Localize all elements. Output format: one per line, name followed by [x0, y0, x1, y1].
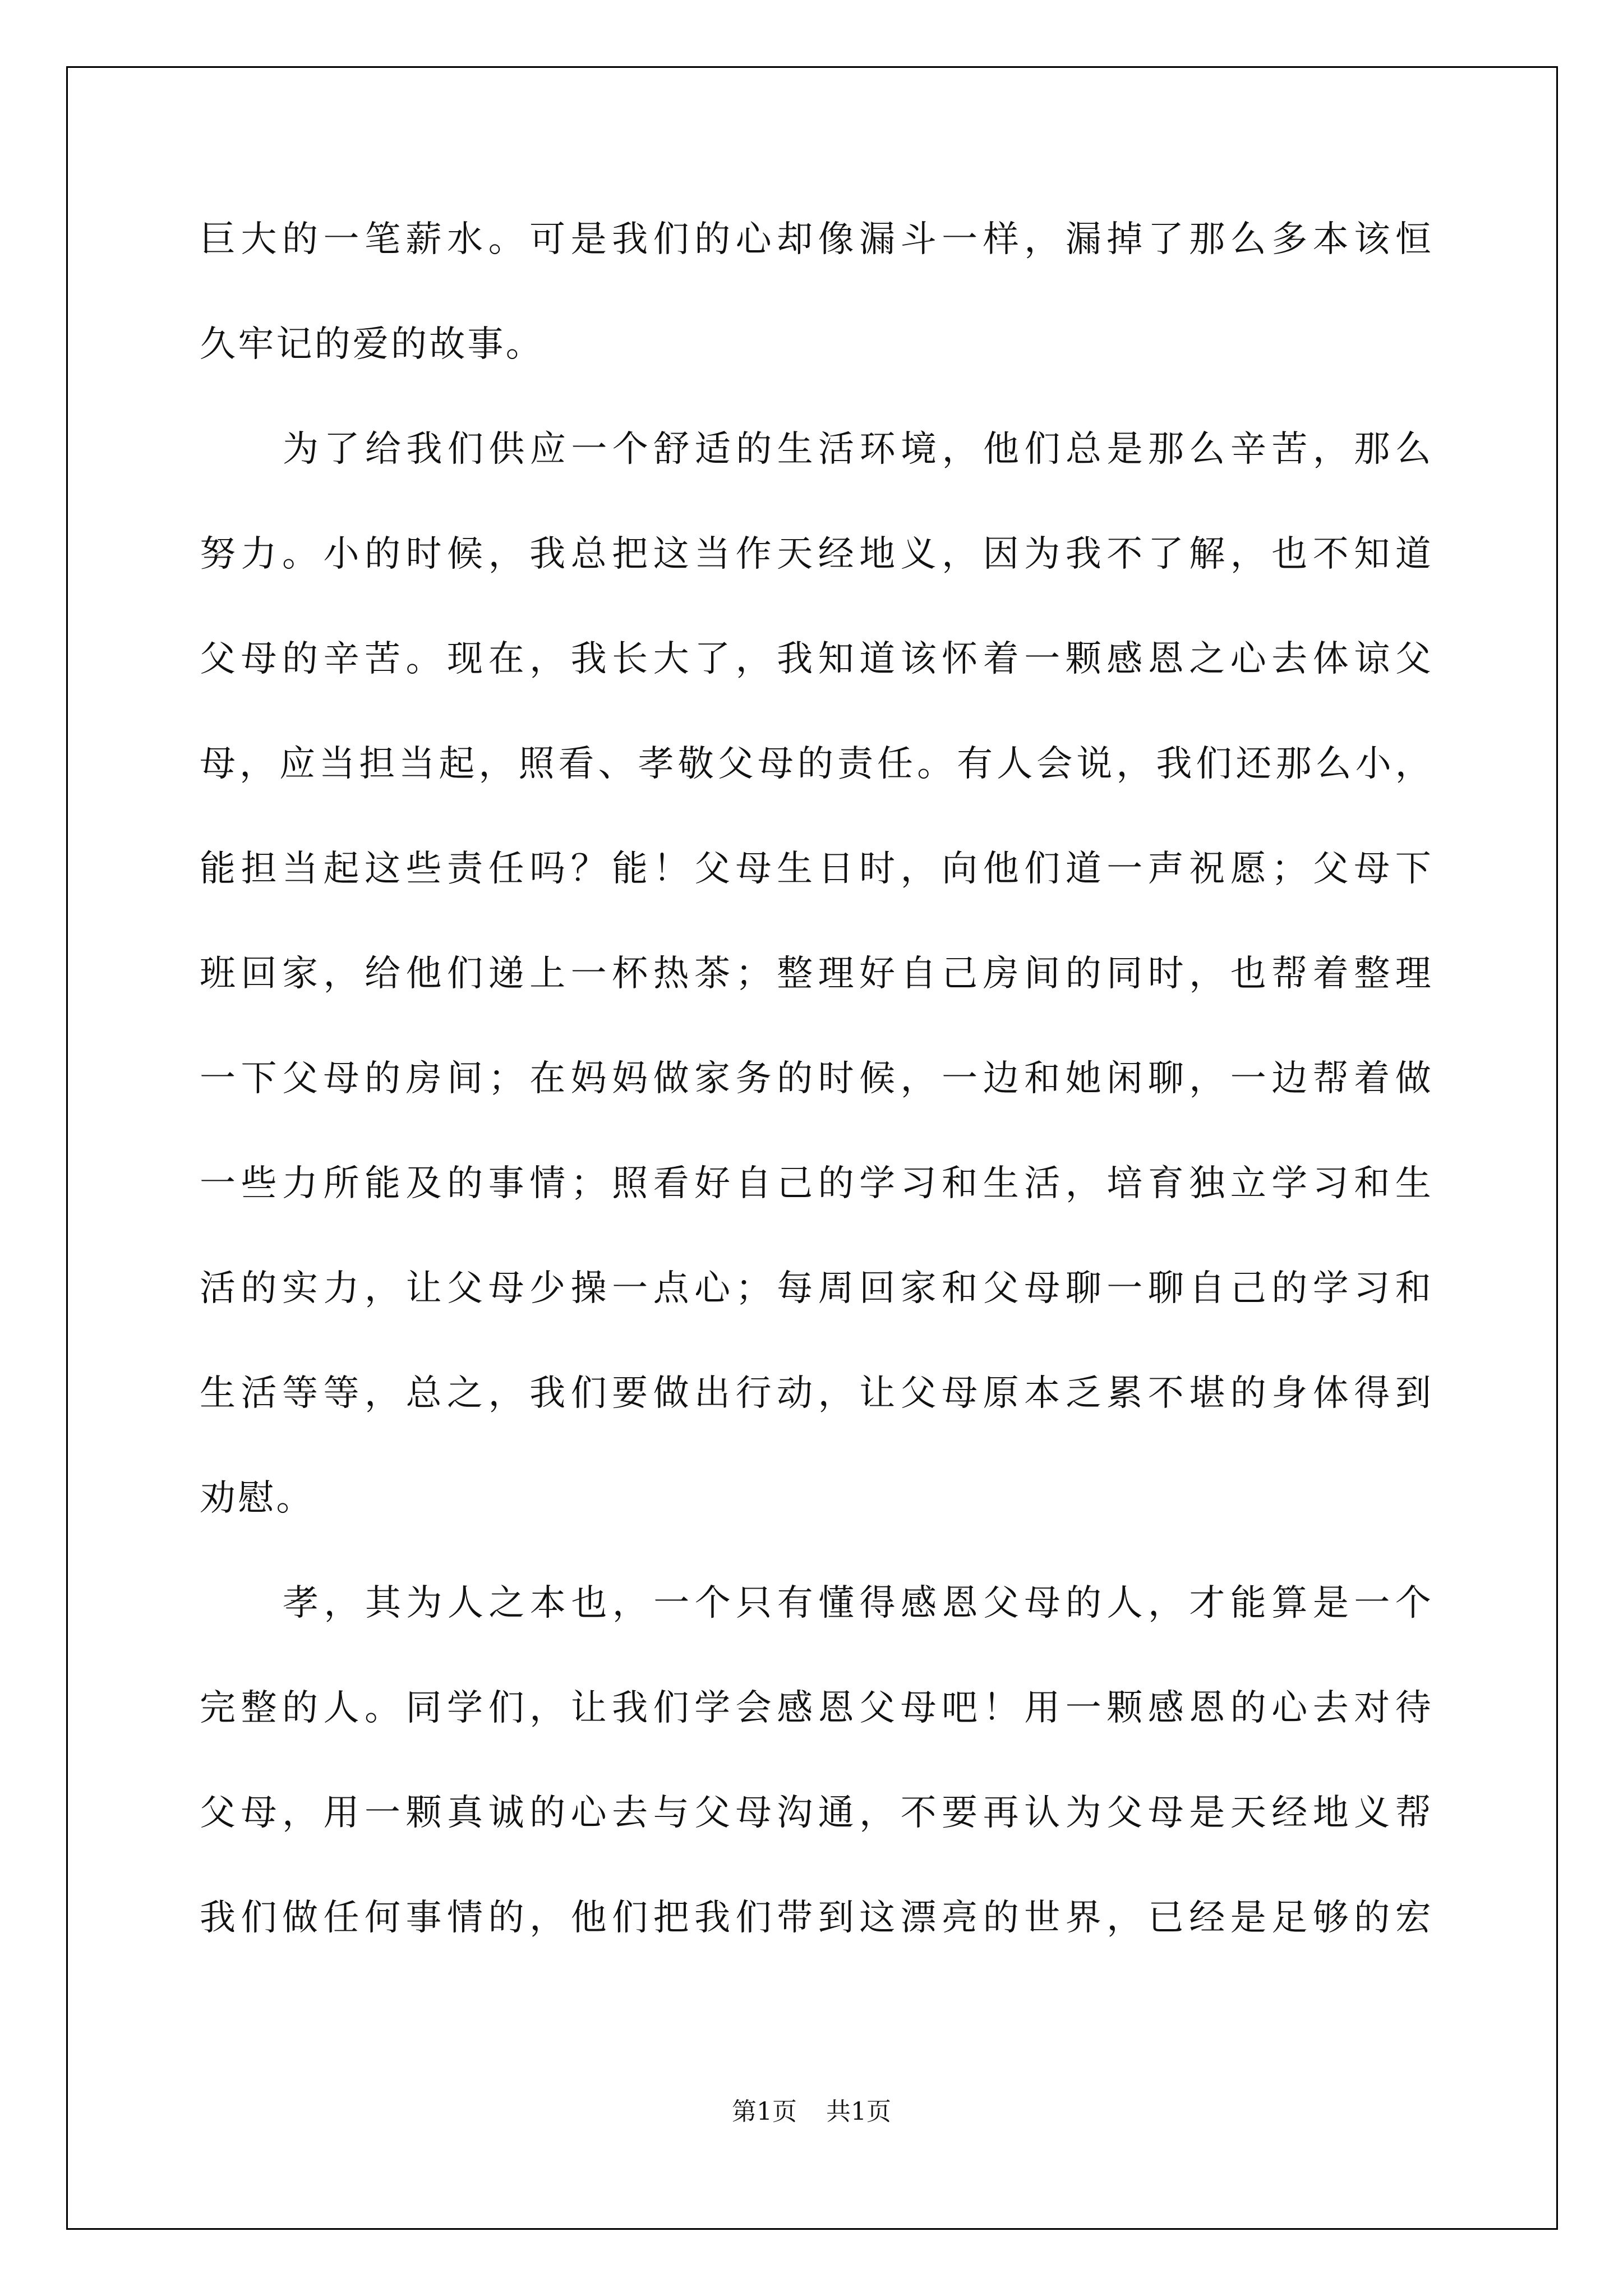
text-line: 活的实力，让父母少操一点心；每周回家和父母聊一聊自己的学习和 — [200, 1268, 1433, 1309]
text-line: 我们做任何事情的，他们把我们带到这漂亮的世界，已经是足够的宏 — [200, 1897, 1433, 1939]
text-line: 久牢记的爱的故事。 — [200, 324, 544, 365]
text-line: 生活等等，总之，我们要做出行动，让父母原本乏累不堪的身体得到 — [200, 1373, 1433, 1414]
page-footer — [0, 2091, 1623, 2127]
text-line: 班回家，给他们递上一杯热茶；整理好自己房间的同时，也帮着整理 — [200, 953, 1433, 995]
text-line: 一下父母的房间；在妈妈做家务的时候，一边和她闲聊，一边帮着做 — [200, 1058, 1433, 1099]
text-line: 努力。小的时候，我总把这当作天经地义，因为我不了解，也不知道 — [200, 533, 1433, 575]
text-line: 完整的人。同学们，让我们学会感恩父母吧！用一颗感恩的心去对待 — [200, 1687, 1433, 1729]
document-body — [200, 214, 1433, 1998]
text-line: 母，应当担当起，照看、孝敬父母的责任。有人会说，我们还那么小， — [200, 743, 1433, 785]
text-line: 劝慰。 — [200, 1478, 315, 1519]
text-line: 一些力所能及的事情；照看好自己的学习和生活，培育独立学习和生 — [200, 1163, 1433, 1204]
page-total: 共1页 — [826, 2097, 891, 2126]
text-line: 能担当起这些责任吗？能！父母生日时，向他们道一声祝愿；父母下 — [200, 848, 1433, 890]
paragraph-start-line: 孝，其为人之本也，一个只有懂得感恩父母的人，才能算是一个 — [283, 1582, 1433, 1624]
paragraph-start-line: 为了给我们供应一个舒适的生活环境，他们总是那么辛苦，那么 — [283, 429, 1433, 470]
text-line: 巨大的一笔薪水。可是我们的心却像漏斗一样，漏掉了那么多本该恒 — [200, 219, 1433, 260]
page-number: 第1页 — [732, 2097, 797, 2126]
text-line: 父母，用一颗真诚的心去与父母沟通，不要再认为父母是天经地义帮 — [200, 1792, 1433, 1834]
text-line: 父母的辛苦。现在，我长大了，我知道该怀着一颗感恩之心去体谅父 — [200, 638, 1433, 680]
